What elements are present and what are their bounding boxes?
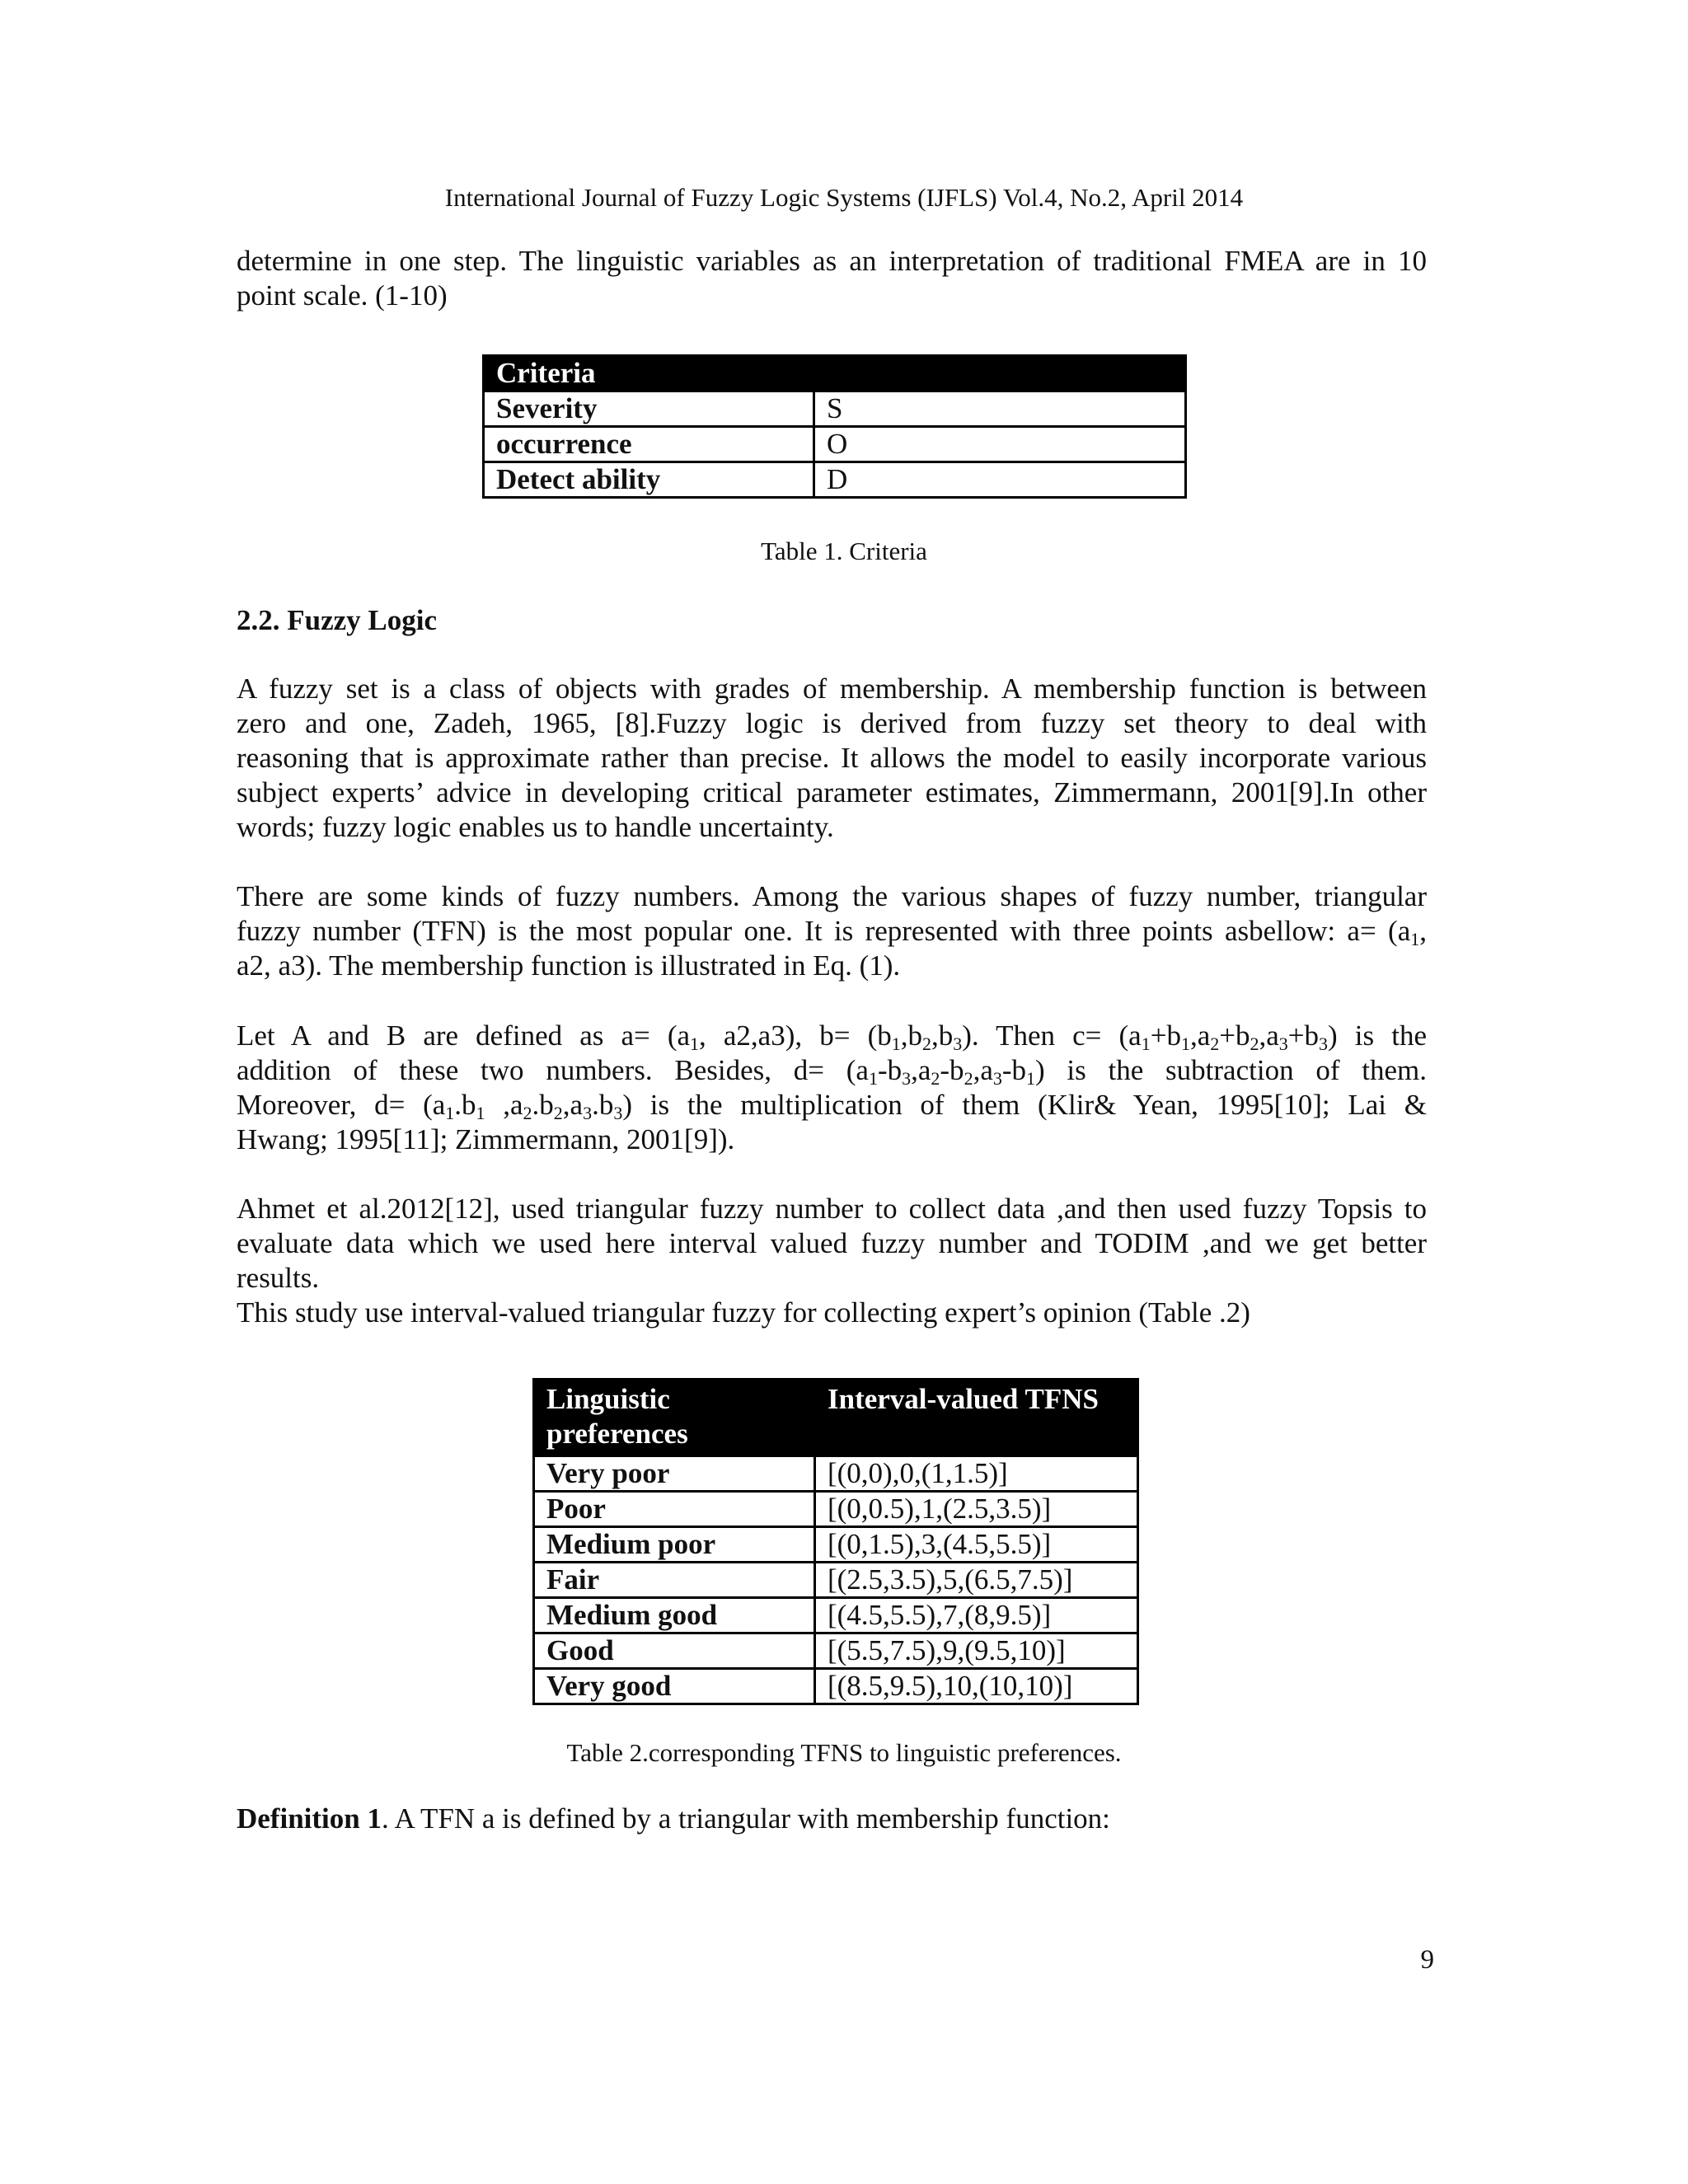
text-line: determine in one step. The linguistic variables as an interpretation of traditional FMEA are in 10 bbox=[237, 245, 1427, 277]
preference-cell: Fair bbox=[534, 1563, 815, 1598]
table-row bbox=[534, 1633, 1138, 1669]
text-line bbox=[237, 1802, 1427, 1836]
page-number: 9 bbox=[1420, 1945, 1434, 1975]
text-line: zero and one, Zadeh, 1965, [8].Fuzzy logic is derived from fuzzy set theory to deal with bbox=[237, 707, 1427, 739]
preference-cell: Medium poor bbox=[534, 1527, 815, 1563]
table2-caption: Table 2.corresponding TFNS to linguistic preferences. bbox=[566, 1738, 1122, 1767]
table-header-row bbox=[484, 356, 1186, 391]
tfn-cell: [(0,0.5),1,(2.5,3.5)] bbox=[815, 1492, 1138, 1527]
table-row bbox=[534, 1456, 1138, 1492]
table-row bbox=[484, 427, 1186, 462]
text-line: point scale. (1-10) bbox=[237, 279, 448, 312]
table-header-cell: Linguistic preferences bbox=[534, 1380, 815, 1456]
text-line: reasoning that is approximate rather than precise. It allows the model to easily incorporate various bbox=[237, 742, 1427, 774]
ahmet-paragraph bbox=[237, 1192, 1427, 1330]
text-line: There are some kinds of fuzzy numbers. Among the various shapes of fuzzy number, triangular bbox=[237, 880, 1427, 912]
text-line: Let A and B are defined as $a= (a_1$, a2,a3), $b= (b_1,b_2,b_3)$. Then $c= (a_1+b_1,a_2+b_2,a_3+b_3)$ is the bbox=[237, 1019, 1428, 1054]
intro-paragraph bbox=[237, 244, 1427, 313]
criteria-code: D bbox=[814, 462, 1186, 498]
preference-cell: Good bbox=[534, 1633, 815, 1669]
table1-caption: Table 1. Criteria bbox=[761, 537, 927, 565]
preference-cell: Very good bbox=[534, 1669, 815, 1704]
text-line: addition of these two numbers. Besides, $d= (a_1-b_3,a_2-b_2,a_3-b_1)$ is the subtraction of them. bbox=[237, 1054, 1427, 1089]
table-row bbox=[484, 462, 1186, 498]
table-row bbox=[534, 1598, 1138, 1633]
table-header-cell: Interval-valued TFNS bbox=[815, 1380, 1138, 1456]
text-line: Hwang; 1995[11]; Zimmermann, 2001[9]). bbox=[237, 1123, 735, 1155]
fuzzy-number-paragraph bbox=[237, 879, 1427, 983]
tfn-cell: [(5.5,7.5),9,(9.5,10)] bbox=[815, 1633, 1138, 1669]
criteria-code: O bbox=[814, 427, 1186, 462]
text-line: results. bbox=[237, 1262, 320, 1294]
criteria-name: Detect ability bbox=[484, 462, 814, 498]
tfn-cell: [(4.5,5.5),7,(8,9.5)] bbox=[815, 1598, 1138, 1633]
text-line: fuzzy number (TFN) is the most popular one. It is represented with three points asbellow: $a= (a_1$, bbox=[237, 915, 1427, 949]
criteria-name: occurrence bbox=[484, 427, 814, 462]
operations-paragraph bbox=[237, 1019, 1427, 1157]
text-line: words; fuzzy logic enables us to handle uncertainty. bbox=[237, 811, 834, 843]
section-heading: 2.2. Fuzzy Logic bbox=[237, 604, 438, 636]
text-line: subject experts’ advice in developing critical parameter estimates, Zimmermann, 2001[9].In other bbox=[237, 776, 1427, 808]
preference-cell: Medium good bbox=[534, 1598, 815, 1633]
table-row bbox=[534, 1527, 1138, 1563]
criteria-table bbox=[482, 354, 1187, 499]
text-line: a2, a3). The membership function is illustrated in Eq. (1). bbox=[237, 949, 901, 982]
tfn-cell: [(0,0),0,(1,1.5)] bbox=[815, 1456, 1138, 1492]
table-row bbox=[484, 391, 1186, 427]
tfns-table bbox=[532, 1378, 1139, 1705]
definition-label: Definition 1 bbox=[237, 1802, 382, 1835]
table-row bbox=[534, 1563, 1138, 1598]
tfn-cell: [(0,1.5),3,(4.5,5.5)] bbox=[815, 1527, 1138, 1563]
text-line: evaluate data which we used here interval valued fuzzy number and TODIM ,and we get better bbox=[237, 1227, 1427, 1259]
preference-cell: Poor bbox=[534, 1492, 815, 1527]
table-header-row bbox=[534, 1380, 1138, 1456]
text-line: Ahmet et al.2012[12], used triangular fuzzy number to collect data ,and then used fuzzy Topsis to bbox=[237, 1193, 1427, 1225]
text-line: A fuzzy set is a class of objects with grades of membership. A membership function is between bbox=[237, 673, 1427, 705]
preference-cell: Very poor bbox=[534, 1456, 815, 1492]
text-line: Moreover, $d= (a_1.b_1$ $,a_2.b_2,a_3.b_3$) is the multiplication of them (Klir& Yean, 1995[10]; Lai & bbox=[237, 1089, 1427, 1123]
criteria-name: Severity bbox=[484, 391, 814, 427]
running-header: International Journal of Fuzzy Logic Systems (IJFLS) Vol.4, No.2, April 2014 bbox=[444, 183, 1244, 212]
tfn-cell: [(8.5,9.5),10,(10,10)] bbox=[815, 1669, 1138, 1704]
text-line: This study use interval-valued triangular fuzzy for collecting expert’s opinion (Table .2) bbox=[237, 1296, 1250, 1329]
definition-text: . A TFN a is defined by a triangular with membership function: bbox=[381, 1802, 1110, 1835]
definition-paragraph bbox=[237, 1802, 1427, 1836]
table-row bbox=[534, 1669, 1138, 1704]
fuzzy-set-paragraph bbox=[237, 672, 1427, 845]
table-row bbox=[534, 1492, 1138, 1527]
table-header-cell: Criteria bbox=[484, 356, 1186, 391]
criteria-code: S bbox=[814, 391, 1186, 427]
tfn-cell: [(2.5,3.5),5,(6.5,7.5)] bbox=[815, 1563, 1138, 1598]
